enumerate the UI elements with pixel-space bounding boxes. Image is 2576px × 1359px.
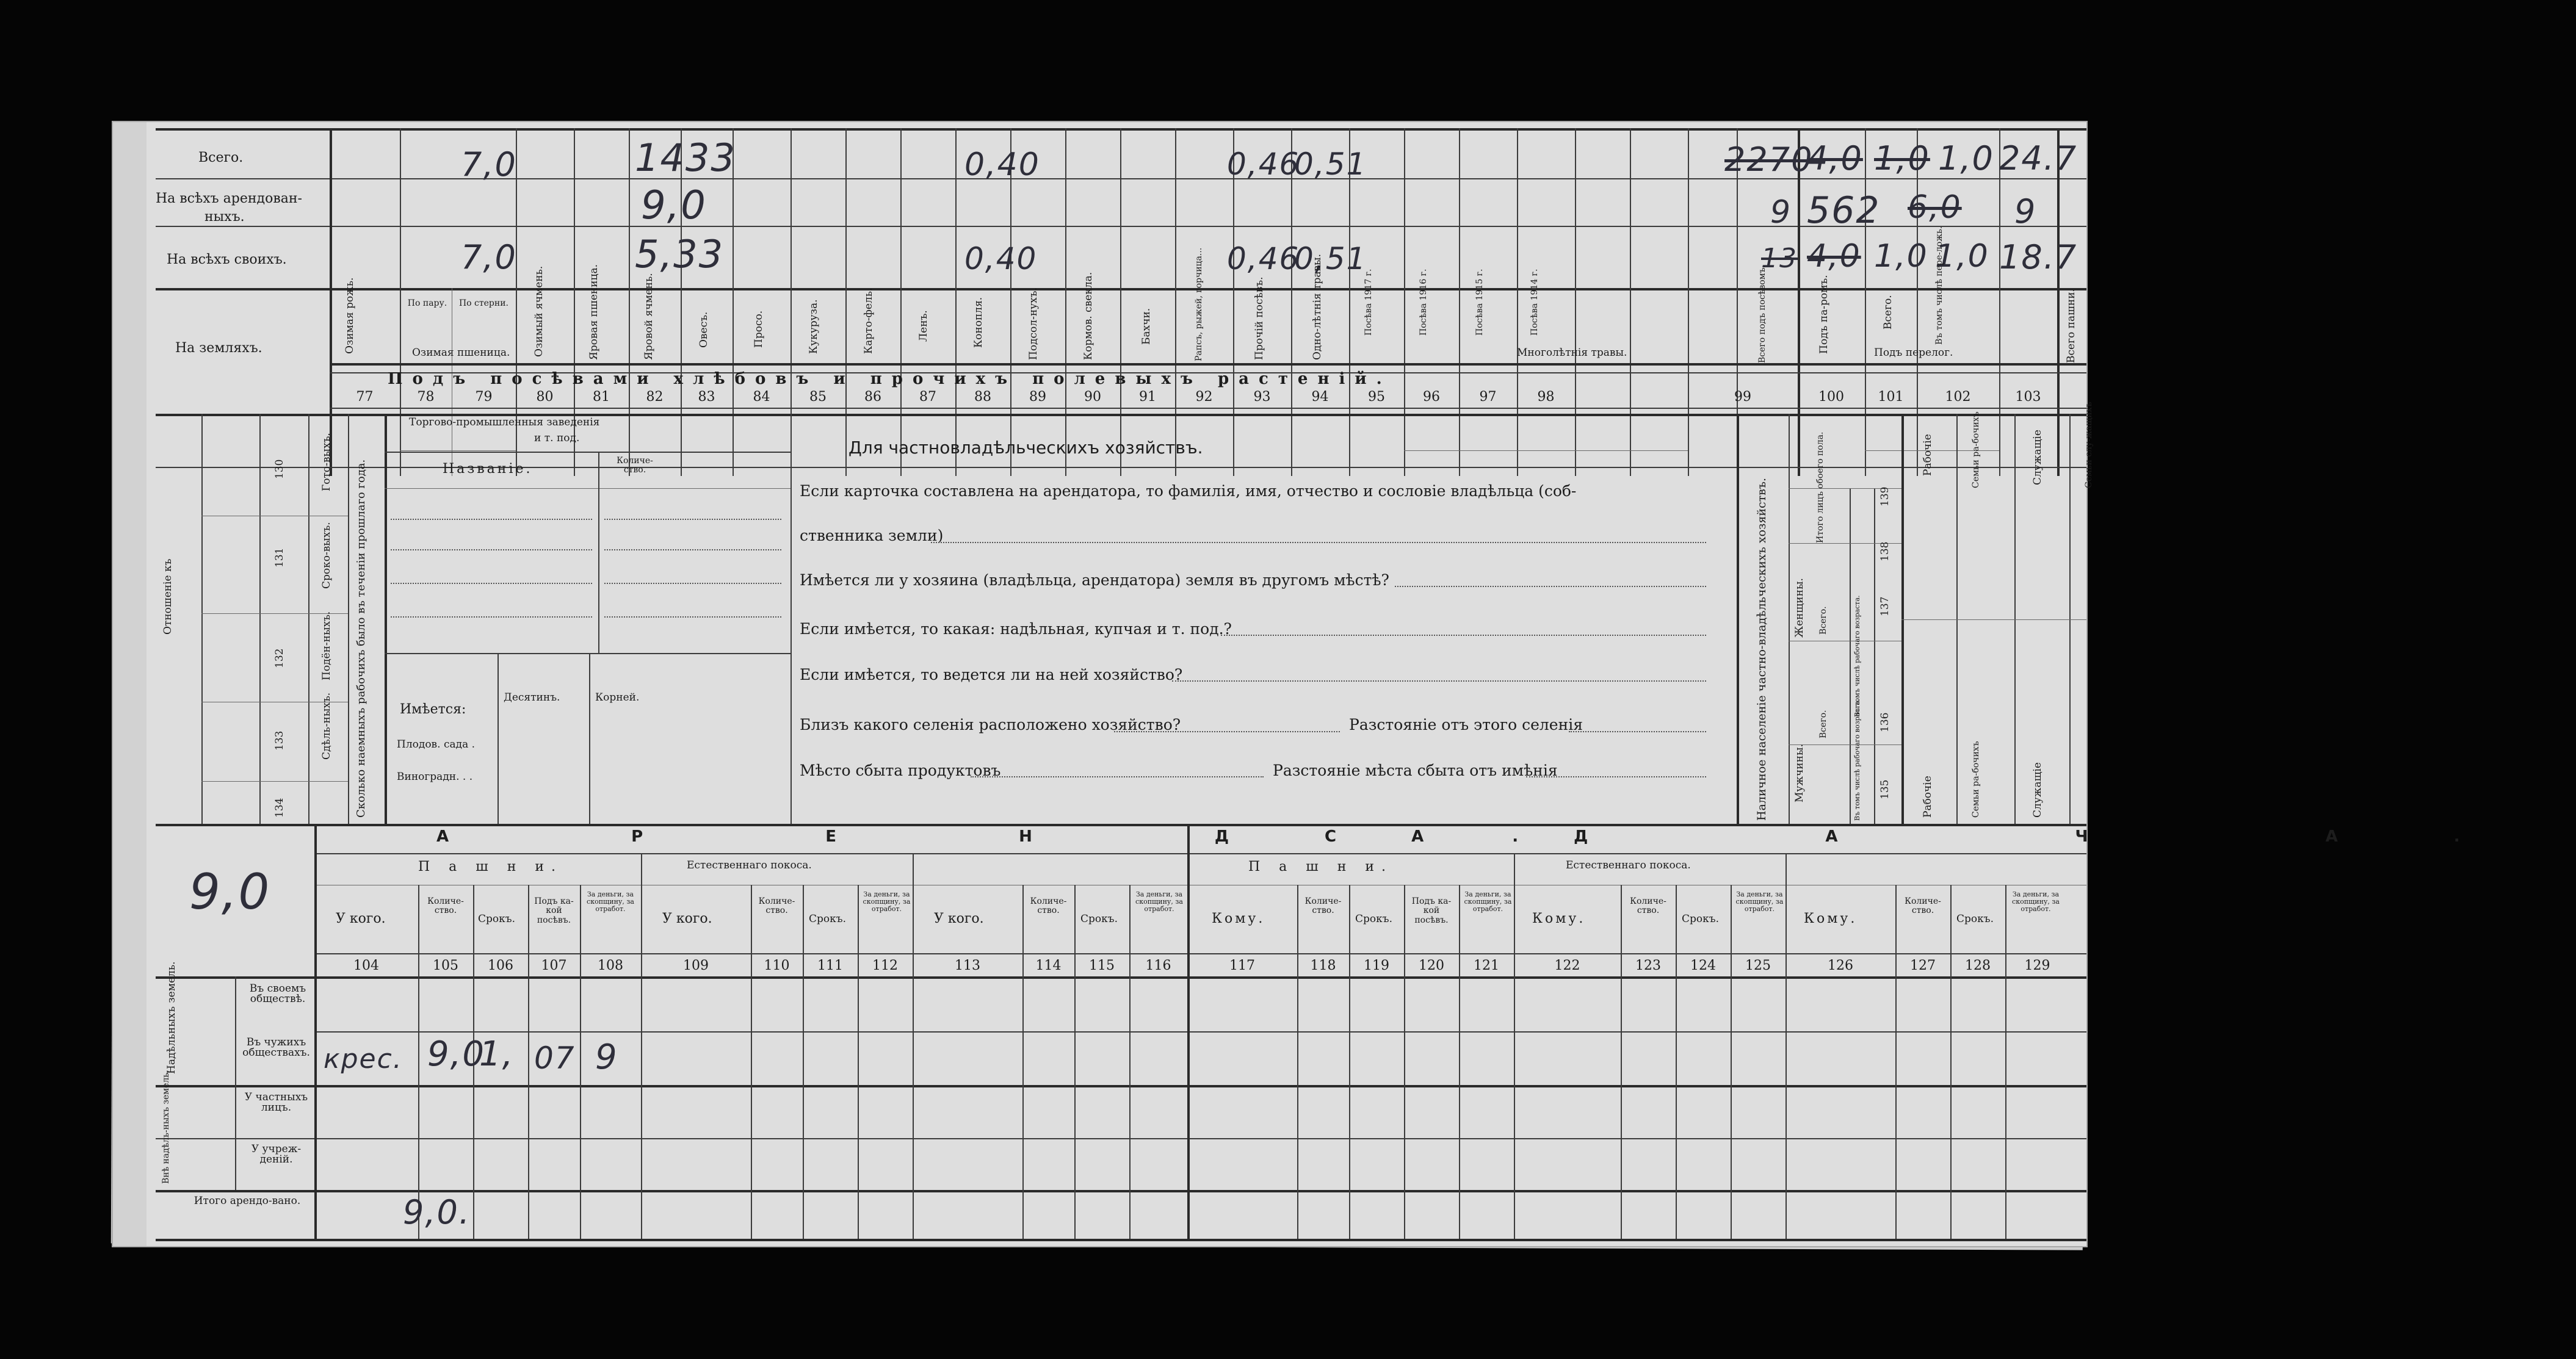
mid-num-130: 130: [273, 459, 286, 479]
mid-num-132: 132: [273, 648, 286, 668]
col-num-88: 88: [974, 389, 991, 405]
hw-arend-3: 562: [1807, 189, 1881, 232]
col-num-77: 77: [356, 389, 374, 405]
arenda-u-kogo-2: У кого.: [662, 911, 712, 926]
sdacha-za-dengi-3: За деньги, за скопщину, за отработ.: [2012, 890, 2060, 914]
hw-arend-1: 9,0: [641, 183, 707, 228]
hw-svoikh-3: 0,40: [964, 241, 1038, 276]
hw-vsego-7: 4,0: [1807, 139, 1863, 178]
crop-header-3: По стерни.: [458, 298, 509, 308]
pop-col-sluzh-bot: Служащіе: [2031, 762, 2044, 818]
col-num-90: 90: [1084, 389, 1101, 405]
hw-svoikh-2: 5,33: [635, 232, 725, 276]
sdacha-kolich-1: Количе-ство.: [1304, 896, 1342, 916]
private-farm-line-8: Мѣсто сбыта продуктовъ: [800, 762, 1001, 779]
hw-itogo: 9,0.: [403, 1193, 471, 1231]
col-num-86: 86: [864, 389, 881, 405]
group-pod-perelog: Подъ перелог.: [1874, 347, 1953, 359]
torgovo-title-1: Торгово-промышленныя заведенія: [409, 416, 600, 428]
torgovo-title-2: и т. под.: [534, 432, 580, 444]
arenda-num-110: 110: [764, 958, 790, 973]
hw-vsego-2: 1433: [635, 135, 736, 180]
private-farm-line-1: Если карточка составлена на арендатора, то фамилія, имя, отчество и сословіе владѣльца (соб-: [800, 482, 1577, 500]
crop-header-1: Озимая рожь.: [344, 277, 356, 354]
crop-header-22: Посѣва 1914 г.: [1530, 269, 1539, 336]
crop-header-18: Одно-лѣтнія травы.: [1311, 254, 1323, 360]
hw-arend-2: 9: [1770, 194, 1792, 231]
crop-header-19: Посѣва 1917 г.: [1364, 269, 1373, 336]
col-num-80: 80: [536, 389, 554, 405]
population-num-138: 138: [1879, 541, 1891, 561]
mid-num-134: 134: [273, 798, 286, 818]
private-farm-line-5: Если имѣется, то ведется ли на ней хозяйство?: [800, 666, 1183, 683]
crop-header-9: Кукуруза.: [808, 299, 820, 354]
sdacha-pashni: П а ш н и.: [1248, 859, 1394, 874]
col-num-79: 79: [475, 389, 493, 405]
population-num-137: 137: [1879, 596, 1891, 616]
arenda-num-116: 116: [1145, 958, 1171, 973]
col-num-89: 89: [1029, 389, 1046, 405]
crop-header-25: Всего.: [1882, 295, 1894, 330]
hw-svoikh-8: 1,0: [1874, 238, 1928, 275]
private-farm-title: Для частновладѣльческихъ хозяйствъ.: [848, 438, 1203, 458]
crop-header-26: Въ томъ числѣ пере-ложь.: [1934, 226, 1944, 345]
private-farm-line-2: ственника земли): [800, 527, 944, 544]
mid-label-podennykh: Подён-ныхъ.: [320, 611, 333, 680]
crop-header-2: По пару.: [407, 298, 447, 308]
sdacha-kolich-3: Количе-ство.: [1905, 896, 1941, 916]
hw-vsego-5: 0,51: [1294, 146, 1367, 182]
imeetsya-label: Имѣется:: [400, 702, 466, 717]
sdacha-za-dengi-2: За деньги, за скопщину, за отработ.: [1735, 890, 1784, 914]
hw-svoikh-6: 13: [1761, 243, 1798, 274]
skolko-label: Сколько наемныхъ рабочихъ было въ теченіи прошлаго года.: [355, 459, 367, 818]
population-itogo-oboego: Итого лицъ обоего пола.: [1815, 431, 1825, 543]
crop-header-5: Яровая пшеница.: [588, 264, 600, 360]
arenda-num-109: 109: [683, 958, 709, 973]
arenda-pashni: П а ш н и.: [418, 859, 563, 874]
hw-vsego-10: 24.7: [1999, 139, 2078, 178]
col-num-84: 84: [753, 389, 770, 405]
row-label-arend-1: На всѣхъ арендован-: [156, 191, 302, 206]
population-rabochego-2: Въ томъ числѣ рабочаго возраста.: [1853, 595, 1861, 717]
sdacha-srok-1: Срокъ.: [1355, 913, 1392, 925]
row-u-chastnykh: У частныхъ лицъ.: [244, 1091, 308, 1114]
population-num-136: 136: [1879, 712, 1891, 732]
col-num-78: 78: [417, 389, 435, 405]
crop-header-12: Конопля.: [972, 297, 985, 348]
col-num-97: 97: [1479, 389, 1497, 405]
mid-label-sdelnykh: Сдѣль-ныхъ.: [320, 692, 333, 760]
arenda-num-117: 117: [1229, 958, 1255, 973]
hw-chuzhikh-1: крес.: [324, 1044, 403, 1075]
arenda-num-114: 114: [1035, 958, 1062, 973]
arenda-num-123: 123: [1635, 958, 1661, 973]
private-farm-line-6: Близъ какого селенія расположено хозяйство?: [800, 716, 1181, 734]
row-vne-nadelnykh: Внѣ надѣль-ныхъ земель.: [161, 1070, 171, 1184]
col-num-103: 103: [2015, 389, 2041, 405]
plodov-sada: Плодов. сада .: [397, 738, 476, 751]
arenda-num-120: 120: [1419, 958, 1444, 973]
population-title: Наличное населеніе частно-владѣльческихъ хозяйствъ.: [1755, 478, 1768, 821]
col-num-83: 83: [698, 389, 715, 405]
hw-svoikh-7: 4,0: [1807, 238, 1861, 275]
otnoshenie-label: Отношеніе къ: [162, 558, 174, 635]
arenda-num-111: 111: [817, 958, 843, 973]
private-farm-line-3: Имѣется ли у хозяина (владѣльца, арендатора) земля въ другомъ мѣстѣ?: [800, 571, 1389, 589]
crop-header-24: Подъ па-ромъ.: [1818, 275, 1830, 354]
arenda-num-129: 129: [2024, 958, 2050, 973]
col-num-93: 93: [1253, 389, 1271, 405]
arenda-num-115: 115: [1089, 958, 1115, 973]
arenda-za-dengi-1: За деньги, за скопщину, за отработ.: [587, 890, 634, 914]
row-label-arend-2: ныхъ.: [204, 209, 245, 225]
arenda-kolich-3: Количе-ство.: [1030, 896, 1067, 916]
mid-num-131: 131: [273, 547, 286, 568]
arenda-za-dengi-2: За деньги, за скопщину, за отработ.: [863, 890, 911, 914]
col-num-85: 85: [809, 389, 827, 405]
hw-vsego-4: 0,46: [1227, 146, 1300, 182]
crop-header-14: Кормов. свекла.: [1082, 272, 1094, 360]
col-num-94: 94: [1311, 389, 1329, 405]
sdacha-kolich-2: Количе-ство.: [1630, 896, 1666, 916]
col-num-92: 92: [1195, 389, 1213, 405]
col-num-82: 82: [646, 389, 664, 405]
row-label-vsego: Всего.: [198, 150, 244, 165]
row-label-na-zemlyakh: На земляхъ.: [175, 341, 262, 356]
crop-header-15: Бахчи.: [1140, 308, 1152, 345]
row-itogo: Итого арендо-вано.: [194, 1195, 301, 1207]
row-v-svoem: Въ своемъ обществѣ.: [249, 982, 306, 1005]
population-muzhchiny: Мужчины.: [1793, 744, 1806, 802]
group-ozimaya-pshenitsa: Озимая пшеница.: [412, 347, 510, 359]
population-vsego-2: Всего.: [1818, 606, 1828, 635]
arenda-num-112: 112: [872, 958, 898, 973]
crop-header-27: Всего пашни.: [2065, 289, 2077, 363]
col-num-101: 101: [1878, 389, 1904, 405]
torgovo-qty-col: Количе-ство.: [617, 456, 653, 475]
col-num-98: 98: [1537, 389, 1555, 405]
population-num-135: 135: [1879, 779, 1891, 799]
row-nadelnykh: Надѣльныхъ земель.: [165, 961, 178, 1074]
arenda-num-118: 118: [1310, 958, 1336, 973]
hw-vsego-6: 2270: [1724, 140, 1814, 179]
hw-vsego-9: 1,0: [1938, 139, 1994, 178]
mid-label-srokovykh: Сроко-выхъ.: [320, 522, 333, 589]
private-farm-line-7: Разстояніе отъ этого селенія: [1349, 716, 1583, 734]
population-zhenshchiny: Женщины.: [1793, 578, 1806, 638]
arenda-num-128: 128: [1965, 958, 1991, 973]
pop-col-semi-rab-top: Семьи ра-бочихъ: [1971, 411, 1981, 488]
arenda-kolich-2: Количе-ство.: [758, 896, 795, 916]
sdacha-za-dengi-1: За деньги, за скопщину, за отработ.: [1464, 890, 1512, 914]
col-num-96: 96: [1423, 389, 1440, 405]
crop-header-11: Ленъ.: [917, 310, 930, 342]
sdacha-komu-3: Кому.: [1804, 911, 1858, 926]
col-num-81: 81: [593, 389, 610, 405]
col-num-95: 95: [1368, 389, 1385, 405]
col-num-99: 99: [1734, 389, 1751, 405]
arenda-pokosa: Естественнаго покоса.: [687, 859, 812, 871]
group-pod-posevami: Подъ посѣвами хлѣбовъ и прочихъ полевыхъ растеній.: [388, 370, 1392, 388]
hw-chuzhikh-5: 9: [595, 1037, 618, 1077]
arenda-num-122: 122: [1554, 958, 1580, 973]
population-rabochego-1: Въ томъ числѣ рабочаго возраста.: [1853, 699, 1861, 821]
arenda-num-121: 121: [1474, 958, 1499, 973]
pop-col-rabochie-bot: Рабочіе: [1922, 776, 1934, 818]
arenda-u-kogo-3: У кого.: [934, 911, 984, 926]
crop-header-7: Овесъ.: [698, 311, 710, 348]
sdacha-srok-3: Срокъ.: [1956, 913, 1994, 925]
arenda-num-104: 104: [353, 958, 379, 973]
hw-svoikh-9: 1,0: [1935, 238, 1989, 275]
arenda-srok-2: Срокъ.: [809, 913, 846, 925]
vinogradniki: Виноградн. . .: [397, 771, 473, 783]
pop-col-semi-rab-bot: Семьи ра-бочихъ: [1971, 741, 1981, 818]
arenda-za-dengi-3: За деньги, за скопщину, за отработ.: [1135, 890, 1183, 914]
crop-header-21: Посѣва 1915 г.: [1475, 269, 1485, 336]
arenda-num-119: 119: [1364, 958, 1389, 973]
crop-header-17: Прочій посѣвъ.: [1253, 276, 1265, 360]
col-num-91: 91: [1139, 389, 1156, 405]
hw-chuzhikh-2: 9,0: [427, 1034, 486, 1074]
hw-vsego-3: 0,40: [964, 146, 1040, 183]
hw-arend-4: 6,0: [1908, 189, 1962, 226]
col-num-100: 100: [1818, 389, 1844, 405]
pop-col-rabochie-top: Рабочіе: [1922, 434, 1934, 476]
arenda-kolich-1: Количе-ство.: [427, 896, 464, 916]
sdacha-pod-kakoi-1: Подъ ка-кой посѣвъ.: [1411, 896, 1452, 925]
row-label-svoikh: На всѣхъ своихъ.: [167, 252, 287, 267]
population-vsego-1: Всего.: [1818, 710, 1828, 738]
arenda-srok-3: Срокъ.: [1080, 913, 1118, 925]
hw-svoikh-5: 0,51: [1294, 241, 1367, 276]
crop-header-16: Рапсъ, рыжей, горчица...: [1194, 247, 1204, 361]
hw-vsego-1: 7,0: [461, 145, 517, 184]
crop-header-13: Подсол-нухъ.: [1027, 287, 1040, 360]
pop-col-sluzh-top: Служащіе: [2031, 430, 2044, 485]
hw-arenda-total: 9,0: [189, 863, 271, 920]
sdacha-pokosa: Естественнаго покоса.: [1566, 859, 1691, 871]
col-num-102: 102: [1945, 389, 1971, 405]
sdacha-komu-2: Кому.: [1532, 911, 1586, 926]
sdacha-komu-1: Кому.: [1212, 911, 1265, 926]
arenda-num-113: 113: [955, 958, 980, 973]
row-v-chuzhikh: Въ чужихъ обществахъ.: [242, 1036, 310, 1059]
left-strip: [113, 122, 147, 1246]
crop-header-8: Просо.: [753, 310, 765, 348]
desyatin-col: Десятинъ.: [504, 691, 560, 704]
row-u-uchrezhdeniy: У учреж-деній.: [251, 1143, 302, 1166]
torgovo-name-col: Названіе.: [443, 461, 533, 477]
mid-num-133: 133: [273, 730, 286, 751]
mid-label-gotovykh: Гото-выхъ.: [320, 433, 333, 491]
hw-svoikh-1: 7,0: [461, 238, 517, 276]
hw-svoikh-4: 0,46: [1227, 241, 1300, 276]
arenda-srok-1: Срокъ.: [478, 913, 515, 925]
arenda-u-kogo-1: У кого.: [336, 911, 386, 926]
col-num-87: 87: [919, 389, 936, 405]
sdacha-srok-2: Срокъ.: [1682, 913, 1719, 925]
crop-header-4: Озимый ячмень.: [533, 265, 545, 357]
pop-col-semi-sl-top: Семьи слу-жащихъ: [2084, 402, 2094, 488]
private-farm-line-9: Разстояніе мѣста сбыта отъ имѣнія: [1273, 762, 1558, 779]
arenda-num-125: 125: [1745, 958, 1771, 973]
census-card: [113, 122, 2576, 1246]
hw-arend-5: 9: [2014, 192, 2037, 231]
arenda-num-107: 107: [541, 958, 567, 973]
arenda-num-105: 105: [433, 958, 458, 973]
group-mnogoletnie: Многолѣтнія травы.: [1517, 347, 1627, 359]
crop-header-23: Всего подъ посѣвомъ.: [1757, 265, 1767, 363]
arenda-title: А Р Е Н Д А.: [436, 827, 1607, 846]
crop-header-20: Посѣва 1916 г.: [1419, 269, 1428, 336]
arenda-num-124: 124: [1690, 958, 1716, 973]
arenda-pod-kakoi-1: Подъ ка-кой посѣвъ.: [534, 896, 574, 925]
arenda-num-126: 126: [1828, 958, 1853, 973]
crop-header-10: Карто-фель.: [863, 287, 875, 354]
crop-header-6: Яровой ячмень.: [643, 273, 655, 360]
arenda-num-106: 106: [488, 958, 513, 973]
arenda-num-108: 108: [598, 958, 623, 973]
population-num-139: 139: [1879, 486, 1891, 506]
hw-chuzhikh-3: 1,: [479, 1034, 515, 1074]
arenda-num-127: 127: [1910, 958, 1936, 973]
hw-vsego-8: 1,0: [1874, 139, 1930, 178]
sdacha-title: С Д А Ч А.: [1325, 827, 2576, 846]
korney-col: Корней.: [595, 691, 640, 704]
hw-svoikh-10: 18.7: [1999, 238, 2078, 276]
private-farm-line-4: Если имѣется, то какая: надѣльная, купчая и т. под.?: [800, 620, 1232, 638]
hw-chuzhikh-4: 07: [534, 1040, 576, 1076]
